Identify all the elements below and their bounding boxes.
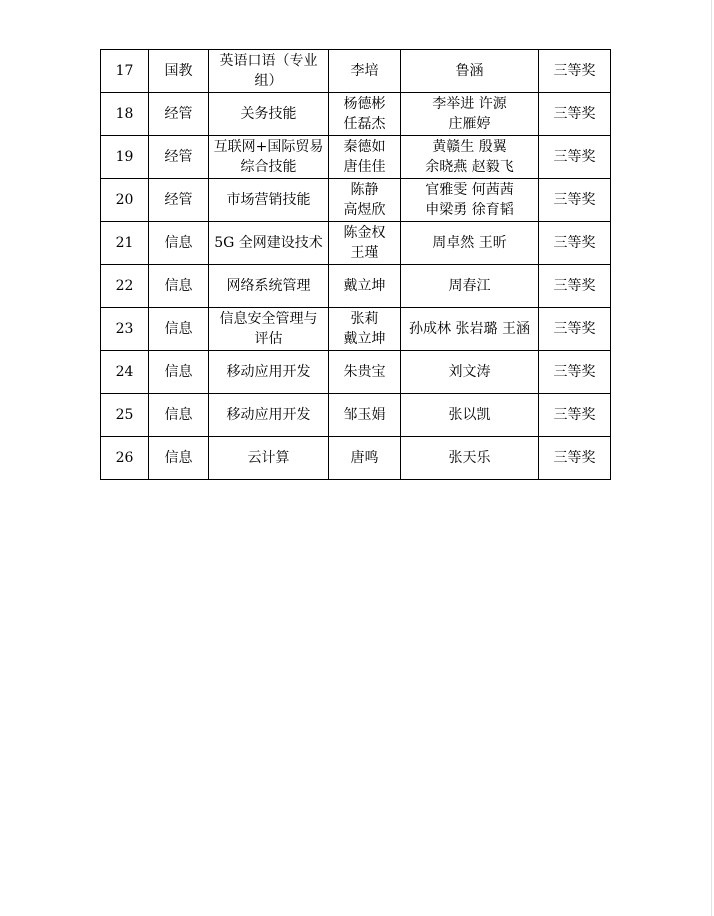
students-cell: 李举进 许源 庄雁婷 xyxy=(401,93,539,136)
table-row xyxy=(101,437,611,480)
department-cell: 信息 xyxy=(149,351,209,394)
students-cell: 周卓然 王昕 xyxy=(401,222,539,265)
department-cell: 信息 xyxy=(149,394,209,437)
project-cell: 移动应用开发 xyxy=(209,394,329,437)
table-row xyxy=(101,50,611,93)
table-row xyxy=(101,93,611,136)
table-row xyxy=(101,222,611,265)
department-cell: 信息 xyxy=(149,437,209,480)
students-cell: 孙成林 张岩璐 王涵 xyxy=(401,308,539,351)
row-number-cell: 21 xyxy=(101,222,149,265)
project-cell: 信息安全管理与评估 xyxy=(209,308,329,351)
award-cell: 三等奖 xyxy=(539,136,611,179)
award-cell: 三等奖 xyxy=(539,265,611,308)
table-row xyxy=(101,265,611,308)
students-cell: 张以凯 xyxy=(401,394,539,437)
teacher-cell: 戴立坤 xyxy=(329,265,401,308)
project-cell: 关务技能 xyxy=(209,93,329,136)
award-cell: 三等奖 xyxy=(539,308,611,351)
project-cell: 互联网+国际贸易综合技能 xyxy=(209,136,329,179)
students-cell: 周春江 xyxy=(401,265,539,308)
table-row xyxy=(101,136,611,179)
teacher-cell: 李培 xyxy=(329,50,401,93)
teacher-cell: 朱贵宝 xyxy=(329,351,401,394)
awards-table xyxy=(100,49,611,480)
award-cell: 三等奖 xyxy=(539,179,611,222)
students-cell: 官雅雯 何茜茜 申梁勇 徐育韬 xyxy=(401,179,539,222)
teacher-cell: 唐鸣 xyxy=(329,437,401,480)
teacher-cell: 陈静 高煜欣 xyxy=(329,179,401,222)
award-cell: 三等奖 xyxy=(539,351,611,394)
project-cell: 网络系统管理 xyxy=(209,265,329,308)
table-row xyxy=(101,351,611,394)
table-row xyxy=(101,179,611,222)
students-cell: 黄赣生 殷翼 余晓燕 赵毅飞 xyxy=(401,136,539,179)
department-cell: 国教 xyxy=(149,50,209,93)
row-number-cell: 19 xyxy=(101,136,149,179)
department-cell: 信息 xyxy=(149,308,209,351)
row-number-cell: 22 xyxy=(101,265,149,308)
row-number-cell: 25 xyxy=(101,394,149,437)
teacher-cell: 杨德彬 任磊杰 xyxy=(329,93,401,136)
teacher-cell: 邹玉娟 xyxy=(329,394,401,437)
students-cell: 刘文涛 xyxy=(401,351,539,394)
row-number-cell: 18 xyxy=(101,93,149,136)
row-number-cell: 17 xyxy=(101,50,149,93)
row-number-cell: 26 xyxy=(101,437,149,480)
students-cell: 鲁涵 xyxy=(401,50,539,93)
teacher-cell: 陈金权 王瑾 xyxy=(329,222,401,265)
project-cell: 5G 全网建设技术 xyxy=(209,222,329,265)
award-cell: 三等奖 xyxy=(539,437,611,480)
award-cell: 三等奖 xyxy=(539,93,611,136)
department-cell: 经管 xyxy=(149,179,209,222)
project-cell: 移动应用开发 xyxy=(209,351,329,394)
students-cell: 张天乐 xyxy=(401,437,539,480)
department-cell: 信息 xyxy=(149,265,209,308)
row-number-cell: 23 xyxy=(101,308,149,351)
page-edge-divider xyxy=(711,0,712,916)
row-number-cell: 24 xyxy=(101,351,149,394)
award-cell: 三等奖 xyxy=(539,50,611,93)
table-row xyxy=(101,308,611,351)
project-cell: 云计算 xyxy=(209,437,329,480)
table-row xyxy=(101,394,611,437)
department-cell: 经管 xyxy=(149,93,209,136)
department-cell: 信息 xyxy=(149,222,209,265)
award-cell: 三等奖 xyxy=(539,394,611,437)
project-cell: 市场营销技能 xyxy=(209,179,329,222)
teacher-cell: 张莉 戴立坤 xyxy=(329,308,401,351)
teacher-cell: 秦德如 唐佳佳 xyxy=(329,136,401,179)
awards-table-body xyxy=(101,50,611,480)
award-cell: 三等奖 xyxy=(539,222,611,265)
row-number-cell: 20 xyxy=(101,179,149,222)
project-cell: 英语口语（专业组） xyxy=(209,50,329,93)
department-cell: 经管 xyxy=(149,136,209,179)
